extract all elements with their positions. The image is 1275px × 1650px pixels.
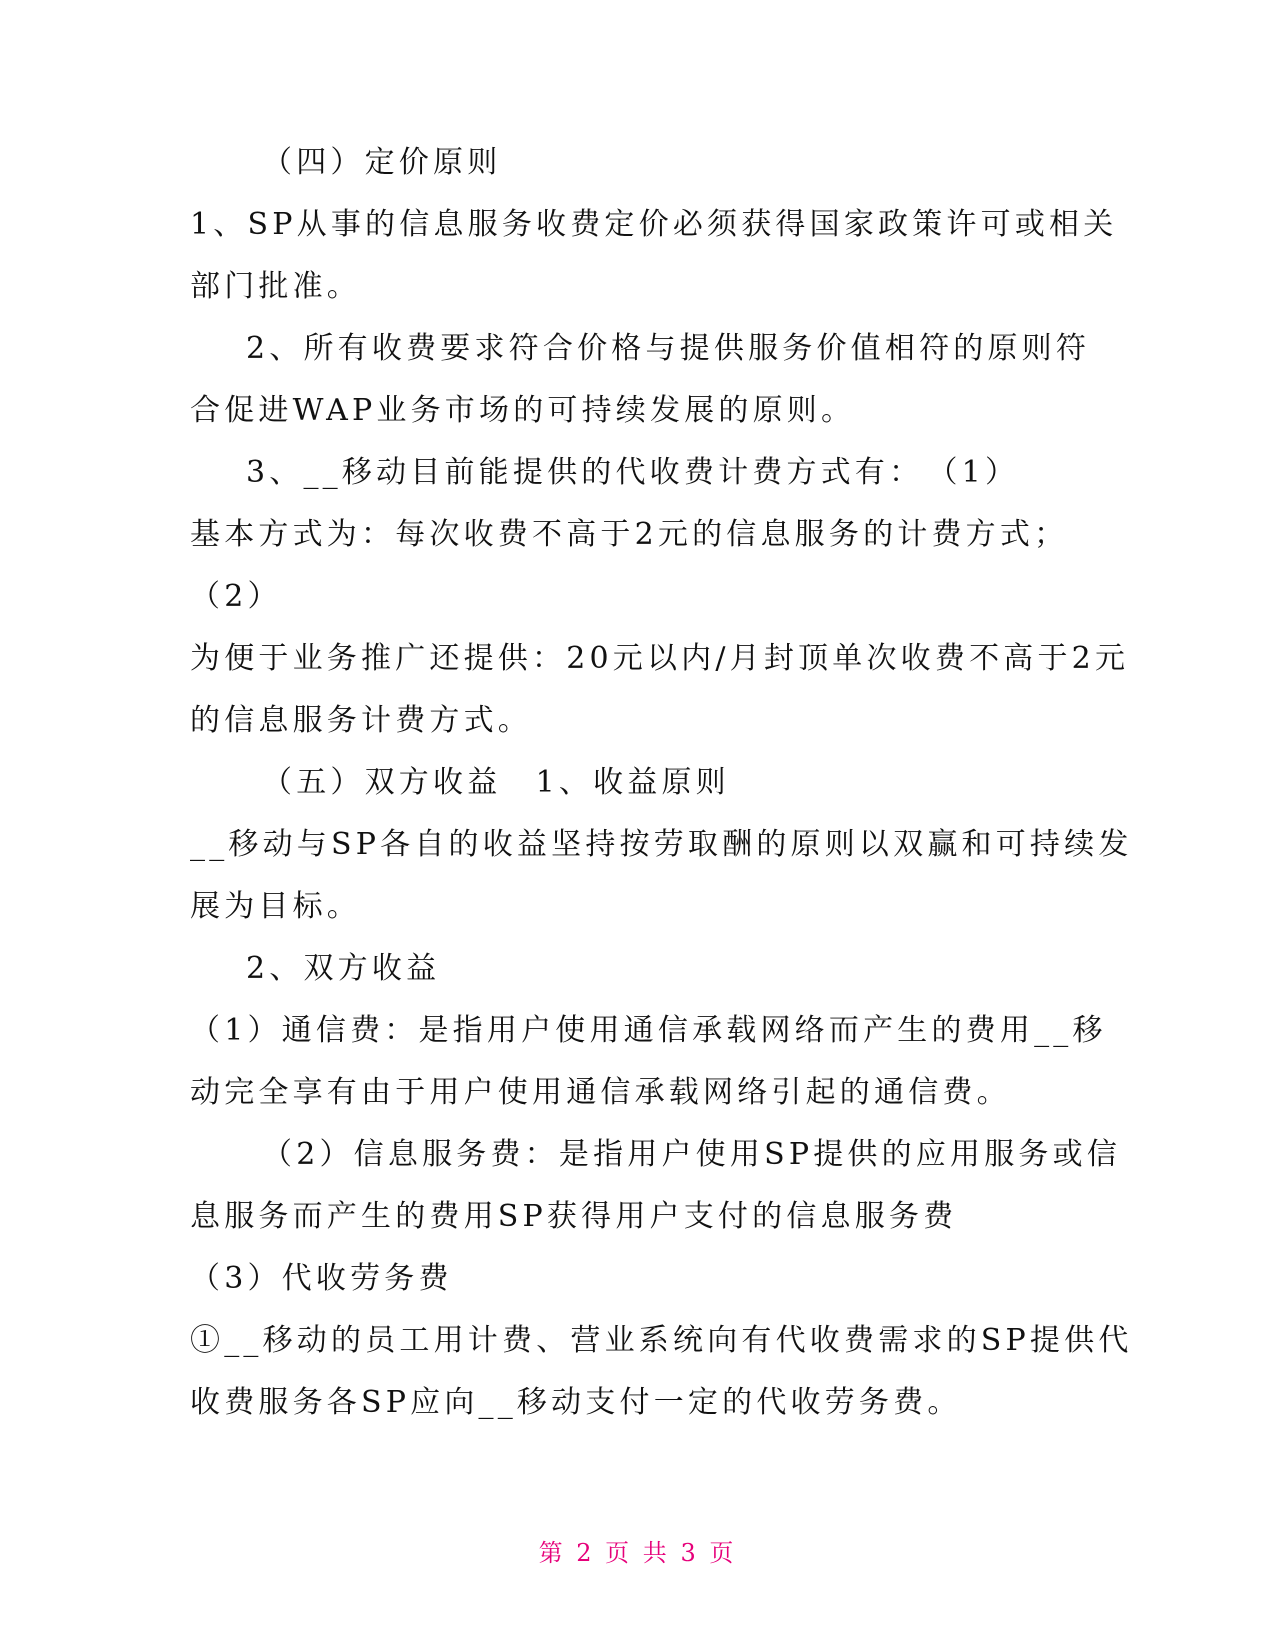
paragraph-line: ①__移动的员工用计费、营业系统向有代收费需求的SP提供代 [190,1323,1133,1358]
paragraph-line: 为便于业务推广还提供：20元以内/月封顶单次收费不高于2元 [190,641,1130,676]
paragraph-line: （3）代收劳务费 [190,1261,453,1296]
paragraph-line: 1、SP从事的信息服务收费定价必须获得国家政策许可或相关 [190,207,1118,242]
paragraph-line: 展为目标。 [190,889,361,924]
paragraph-line: 收费服务各SP应向__移动支付一定的代收劳务费。 [190,1385,962,1420]
section-heading-pricing: （四）定价原则 [262,145,502,180]
paragraph-line: 动完全享有由于用户使用通信承载网络引起的通信费。 [190,1075,1011,1110]
page-number-footer: 第 2 页 共 3 页 [538,1539,737,1567]
section-heading-mutual-benefit: （五）双方收益 1、收益原则 [262,765,730,800]
subsection-heading: 2、双方收益 [246,951,441,986]
paragraph-line: 2、所有收费要求符合价格与提供服务价值相符的原则符 [246,331,1091,366]
paragraph-line: 的信息服务计费方式。 [190,703,532,738]
paragraph-line: 部门批准。 [190,269,361,304]
paragraph-line: （2）信息服务费：是指用户使用SP提供的应用服务或信 [262,1137,1122,1172]
paragraph-line: （1）通信费：是指用户使用通信承载网络而产生的费用__移 [190,1013,1107,1048]
paragraph-line: 基本方式为：每次收费不高于2元的信息服务的计费方式； [190,517,1069,552]
paragraph-line: 3、__移动目前能提供的代收费计费方式有： （1） [246,455,1020,490]
paragraph-line: 息服务而产生的费用SP获得用户支付的信息服务费 [190,1199,958,1234]
paragraph-line: 合促进WAP业务市场的可持续发展的原则。 [190,393,856,428]
paragraph-line: __移动与SP各自的收益坚持按劳取酬的原则以双赢和可持续发 [190,827,1133,862]
paragraph-line: （2） [190,579,282,614]
